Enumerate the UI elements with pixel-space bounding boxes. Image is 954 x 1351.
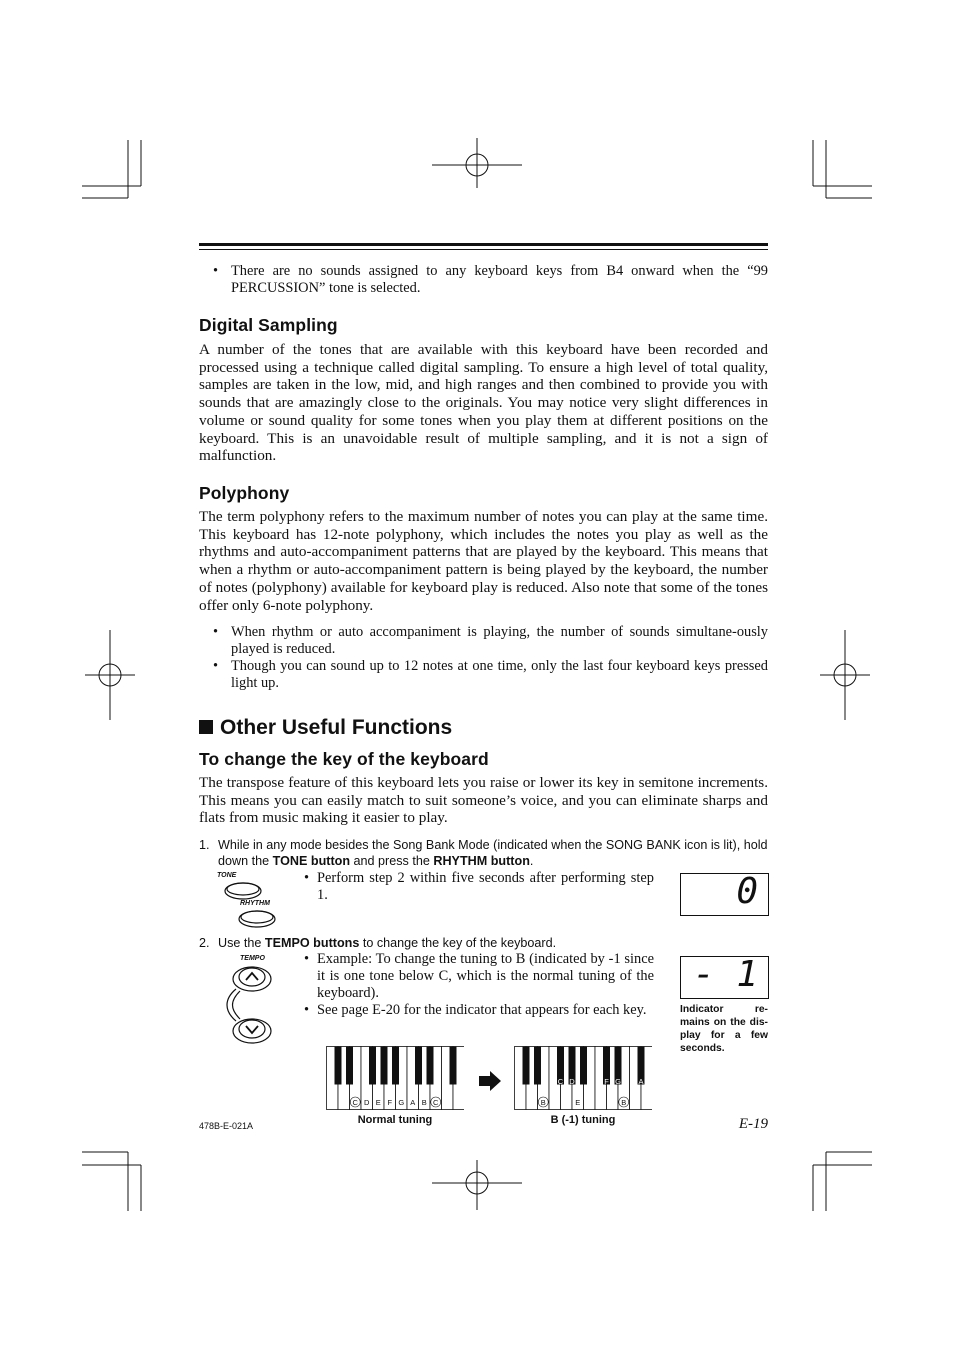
indicator-note: Indicator re-mains on the dis-play for a few seconds. <box>680 1004 768 1054</box>
key-label: B <box>421 1098 427 1107</box>
black-key <box>335 1047 342 1085</box>
digital-sampling-heading: Digital Sampling <box>199 315 338 335</box>
black-key <box>427 1047 434 1085</box>
digital-sampling-body: A number of the tones that are available with this keyboard have been recorded and processed using a technique called digital sampling. To ensure a high level of total quality, samples are taken in the low, mid, and high ranges and then combined to provide you with sounds that are amazingly close to the originals. You may notice very slight differences in volume or sound quality for some tones when you play them at different positions on the keyboard. This is an unavoidable result of multiple sampling, and it is not a sign of malfunction. <box>199 341 768 465</box>
step-text: . <box>529 854 534 868</box>
step-2-reference <box>304 1002 654 1019</box>
tempo-buttons-ref: TEMPO buttons <box>264 936 360 950</box>
lcd-display-0 <box>680 873 769 916</box>
step-2-example-text: Example: To change the tuning to B (indicated by -1 since it is one tone below C, which is the normal tuning of the keyboard). <box>317 951 654 1001</box>
section-heading-text: Other Useful Functions <box>220 716 453 739</box>
rhythm-button-ref: RHYTHM button <box>433 854 530 868</box>
polyphony-bullet <box>213 624 768 658</box>
key-label: A <box>410 1098 416 1107</box>
step-number: 1. <box>199 838 210 852</box>
transpose-body: The transpose feature of this keyboard lets you raise or lower its key in semitone increments. This means you can easily match to suit someone’s voice, and you can eliminate sharps and flats from music making it easier to play. <box>199 774 768 827</box>
polyphony-body: The term polyphony refers to the maximum number of notes you can play at the same time. This keyboard has 12-note polyphony, which includes the notes you play as well as the rhythms and auto-accompaniment patterns that are played by the keyboard. This means that when a rhythm or auto-accompaniment pattern is being played by the keyboard, the number of notes (polyphony) available for keyboard play is reduced. Also note that some of the tones offer only 6-note polyphony. <box>199 508 768 614</box>
tempo-button-label: TEMPO <box>240 955 265 962</box>
black-key <box>381 1047 388 1085</box>
key-label: F <box>604 1077 609 1086</box>
header-rule-thick <box>199 243 768 246</box>
step-number: 2. <box>199 936 210 950</box>
key-label: G <box>398 1098 405 1107</box>
b-tuning-caption: B (-1) tuning <box>550 1114 616 1126</box>
tone-button-ref: TONE button <box>272 854 351 868</box>
step-text: and press the <box>350 854 434 868</box>
document-code: 478B-E-021A <box>199 1121 254 1131</box>
step-1-note <box>304 870 654 904</box>
normal-tuning-caption: Normal tuning <box>357 1114 433 1126</box>
step-text: to change the key of the keyboard. <box>359 936 557 950</box>
black-key <box>392 1047 399 1085</box>
polyphony-bullet <box>213 658 768 692</box>
key-label: C <box>433 1098 439 1107</box>
black-key <box>534 1047 541 1085</box>
bullet-dot: • <box>213 624 219 640</box>
lcd-value: 0 <box>736 871 758 912</box>
black-key <box>346 1047 353 1085</box>
bullet-dot: • <box>304 951 310 967</box>
page-number: E-19 <box>738 1116 768 1132</box>
key-label: F <box>387 1098 393 1107</box>
bullet-dot: • <box>304 1002 310 1018</box>
step-1 <box>199 837 768 869</box>
step-1-note-text: Perform step 2 within five seconds after performing step 1. <box>317 870 654 903</box>
key-label: G <box>615 1077 621 1086</box>
percussion-note <box>213 263 768 297</box>
step-2-example <box>304 951 654 1002</box>
black-key <box>369 1047 376 1085</box>
percussion-note-text: There are no sounds assigned to any keyboard keys from B4 onward when the “99 PERCUSSION” tone is selected. <box>231 263 768 296</box>
key-label: D <box>364 1098 370 1107</box>
step-1-text <box>218 837 768 869</box>
black-key <box>450 1047 457 1085</box>
tempo-buttons-icon <box>222 963 274 1047</box>
bullet-dot: • <box>213 658 219 674</box>
black-key <box>580 1047 587 1085</box>
step-2 <box>199 935 768 951</box>
normal-tuning-keyboard <box>326 1046 464 1110</box>
b-tuning-keyboard <box>514 1046 652 1110</box>
rhythm-button-label: RHYTHM <box>240 900 270 907</box>
step-text: While in any mode besides the Song Bank Mode (indicated when the SONG BANK icon is lit), hold down the <box>218 838 768 868</box>
right-arrow-icon <box>478 1070 502 1092</box>
header-rule-thin <box>199 249 768 250</box>
polyphony-bullet-text: Though you can sound up to 12 notes at one time, only the last four keyboard keys pressed light up. <box>231 658 768 691</box>
step-text: Use the <box>218 936 265 950</box>
transpose-heading: To change the key of the keyboard <box>199 749 489 769</box>
step-2-reference-text: See page E-20 for the indicator that appears for each key. <box>317 1002 647 1018</box>
key-label: B <box>540 1098 546 1107</box>
polyphony-bullet-text: When rhythm or auto accompaniment is playing, the number of sounds simultane-ously played is reduced. <box>231 624 768 657</box>
lcd-display-minus-1 <box>680 956 769 999</box>
lcd-value: - 1 <box>692 954 758 995</box>
bullet-dot: • <box>304 870 310 886</box>
square-bullet-icon <box>199 720 213 734</box>
step-2-text <box>218 935 768 951</box>
key-label: A <box>638 1077 644 1086</box>
polyphony-heading: Polyphony <box>199 483 290 503</box>
key-label: D <box>569 1077 575 1086</box>
key-label: E <box>375 1098 381 1107</box>
tone-button-label: TONE <box>217 872 237 879</box>
key-label: C <box>557 1077 564 1086</box>
bullet-dot: • <box>213 263 219 279</box>
black-key <box>523 1047 530 1085</box>
key-label: C <box>352 1098 358 1107</box>
black-key <box>415 1047 422 1085</box>
key-label: B <box>621 1098 627 1107</box>
section-heading <box>199 716 452 740</box>
key-label: E <box>575 1098 581 1107</box>
